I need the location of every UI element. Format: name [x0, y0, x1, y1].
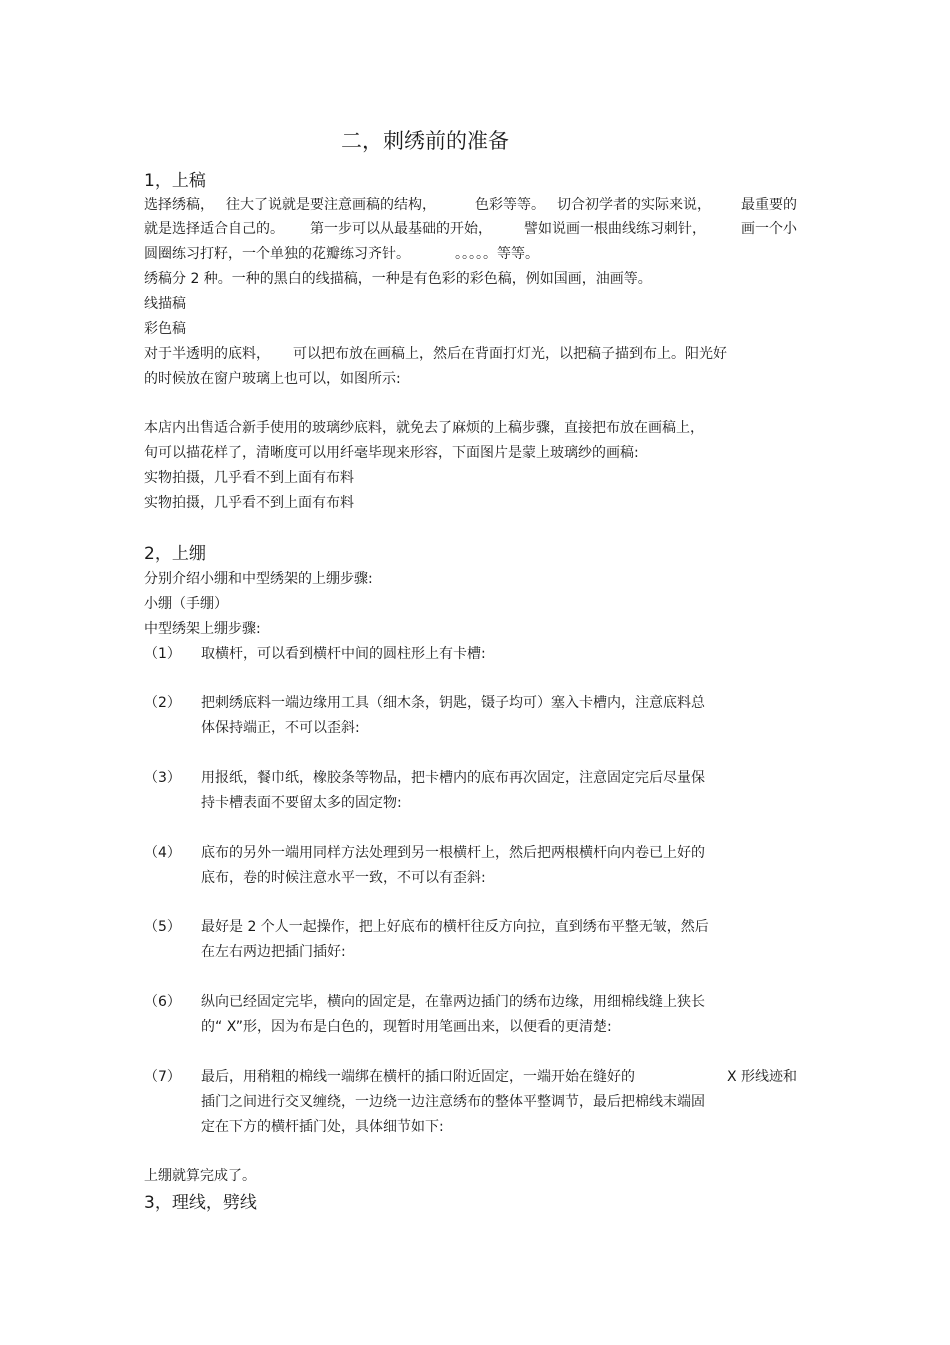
- paragraph-text: 譬如说画一根曲线练习刺针，: [524, 221, 706, 237]
- paragraph-text: 最重要的: [741, 197, 797, 213]
- step-text: 底布，卷的时候注意水平一致，不可以有歪斜:: [201, 870, 486, 886]
- step-text: 定在下方的横杆插门处，具体细节如下:: [201, 1119, 444, 1135]
- step-text: 插门之间进行交叉缠绕，一边绕一边注意绣布的整体平整调节，最后把棉线末端固: [201, 1094, 705, 1110]
- step-text: X 形线迹和: [727, 1069, 798, 1085]
- paragraph-text: 中型绣架上绷步骤:: [144, 621, 261, 637]
- step-number: （6）: [144, 994, 181, 1010]
- step-number: （5）: [144, 919, 181, 935]
- step-text: 纵向已经固定完毕，横向的固定是，在靠两边插门的绣布边缘，用细棉线缝上狭长: [201, 994, 705, 1010]
- paragraph-text: 就是选择适合自己的。: [144, 221, 284, 237]
- step-text: 把刺绣底料一端边缘用工具（细木条，钥匙，镊子均可）塞入卡槽内，注意底料总: [201, 695, 705, 711]
- photo-caption: 实物拍摄，几乎看不到上面有布料: [144, 470, 354, 486]
- paragraph-text: 旬可以描花样了，清晰度可以用纤毫毕现来形容，下面图片是蒙上玻璃纱的画稿:: [144, 445, 639, 461]
- section-3-heading: 3，理线，劈线: [144, 1193, 257, 1213]
- paragraph-text: 第一步可以从最基础的开始，: [310, 221, 492, 237]
- paragraph-text: 画一个小: [741, 221, 797, 237]
- paragraph-text: 上绷就算完成了。: [144, 1168, 256, 1184]
- paragraph-text: 的时候放在窗户玻璃上也可以，如图所示:: [144, 371, 401, 387]
- step-text: 取横杆，可以看到横杆中间的圆柱形上有卡槽:: [201, 646, 486, 662]
- paragraph-text: 绣稿分 2 种。一种的黑白的线描稿，一种是有色彩的彩色稿，例如国画，油画等。: [144, 271, 652, 287]
- step-text: 最后，用稍粗的棉线一端绑在横杆的插口附近固定，一端开始在缝好的: [201, 1069, 635, 1085]
- paragraph-text: 小绷（手绷）: [144, 596, 228, 612]
- section-2-heading: 2，上绷: [144, 544, 206, 564]
- paragraph-text: 选择绣稿，: [144, 197, 214, 213]
- paragraph-text: 本店内出售适合新手使用的玻璃纱底料，就免去了麻烦的上稿步骤，直接把布放在画稿上，: [144, 420, 704, 436]
- step-text: 持卡槽表面不要留太多的固定物:: [201, 795, 402, 811]
- paragraph-text: 切合初学者的实际来说，: [557, 197, 711, 213]
- paragraph-text: 对于半透明的底料，: [144, 346, 270, 362]
- page-title: 二，刺绣前的准备: [341, 129, 509, 153]
- paragraph-text: 圆圈练习打籽，一个单独的花瓣练习齐针。: [144, 246, 410, 262]
- step-text: 用报纸，餐巾纸，橡胶条等物品，把卡槽内的底布再次固定，注意固定完后尽量保: [201, 770, 705, 786]
- step-text: 最好是 2 个人一起操作，把上好底布的横杆往反方向拉，直到绣布平整无皱，然后: [201, 919, 709, 935]
- paragraph-text: 分别介绍小绷和中型绣架的上绷步骤:: [144, 571, 373, 587]
- step-number: （4）: [144, 845, 181, 861]
- step-text: 在左右两边把插门插好:: [201, 944, 346, 960]
- paragraph-text: 色彩等等。: [475, 197, 545, 213]
- paragraph-text: 往大了说就是要注意画稿的结构，: [226, 197, 436, 213]
- section-1-heading: 1，上稿: [144, 171, 206, 191]
- step-number: （3）: [144, 770, 181, 786]
- photo-caption: 实物拍摄，几乎看不到上面有布料: [144, 495, 354, 511]
- step-text: 体保持端正，不可以歪斜:: [201, 720, 360, 736]
- step-text: 底布的另外一端用同样方法处理到另一根横杆上，然后把两根横杆向内卷已上好的: [201, 845, 705, 861]
- step-number: （7）: [144, 1069, 181, 1085]
- step-number: （1）: [144, 646, 181, 662]
- step-number: （2）: [144, 695, 181, 711]
- label-line-drawing: 线描稿: [144, 296, 186, 312]
- paragraph-text: 可以把布放在画稿上，然后在背面打灯光，以把稿子描到布上。阳光好: [293, 346, 727, 362]
- paragraph-text: 。。。。。等等。: [455, 246, 539, 262]
- step-text: 的“ X”形，因为布是白色的，现暂时用笔画出来，以便看的更清楚:: [201, 1019, 612, 1035]
- label-color-drawing: 彩色稿: [144, 321, 186, 337]
